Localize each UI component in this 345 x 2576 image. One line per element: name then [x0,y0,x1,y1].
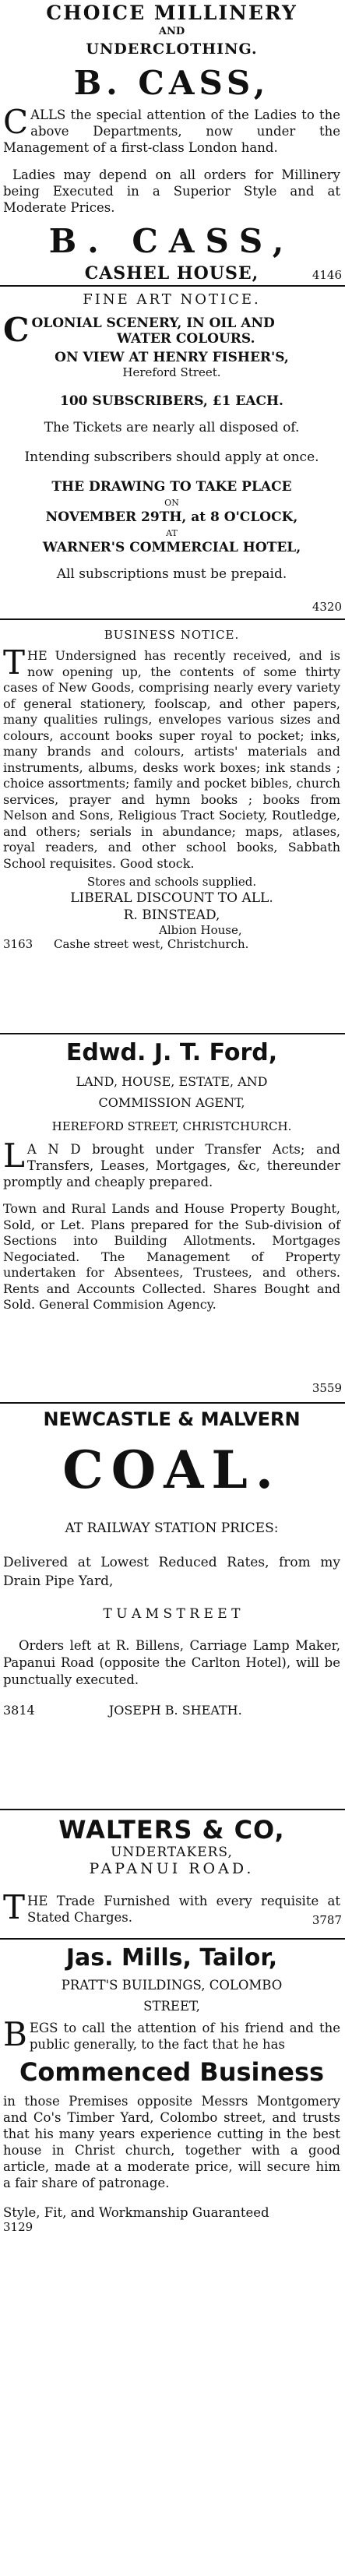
cass-ref: 4146 [312,268,342,282]
coal-street: T U A M S T R E E T [103,1606,241,1622]
cass-name: B. CASS, [73,64,270,102]
coal-para2: Orders left at R. Billens, Carriage Lamp Maker, Papanui Road (opposite the Carlton Hotel), will be punctually executed. [3,1638,340,1687]
mills-addr2: STREET, [143,1999,200,2014]
business-stores: Stores and schools supplied. [86,875,257,889]
walters-line1: UNDERTAKERS, [111,1845,233,1860]
ford-line1: LAND, HOUSE, ESTATE, AND [76,1074,268,1089]
divider [0,285,345,287]
business-ref: 3163 [3,937,33,951]
walters-para: THE Trade Furnished with every requisite at Stated Charges. [3,1888,340,1926]
mills-name: Jas. Mills, Tailor, [65,1944,278,1972]
divider [0,1938,345,1940]
mills-para1: BEGS to call the attention of his friend and the public generally, to the fact that he has [3,2015,340,2053]
cass-advert [3,2,340,284]
ford-advert [3,1039,340,1313]
fineart-subs: All subscriptions must be prepaid. [56,566,287,582]
mills-guarantee: Style, Fit, and Workmanship Guaranteed [3,2205,269,2220]
fineart-street: Hereford Street. [122,365,221,379]
mills-addr1: PRATT'S BUILDINGS, COLOMBO [61,1978,283,1993]
coal-name: JOSEPH B. SHEATH. [108,1703,242,1718]
business-title: BUSINESS NOTICE. [104,628,240,642]
divider [0,1809,345,1810]
business-para: THE Undersigned has recently received, and is now opening up, the contents of some thirty cases of New Goods, comprising nearly every variety of general stationery, foolscap, and other papers, many qualities rulings, envelopes various sizes and colours, account books super royal to pocket; inks, many brands and colours, artists' materials and instruments, albums, desks work boxes; ink stands ; choice assortments; family and pocket bibles, church services, prayer and hymn books ; books from Nelson and Sons, Religious Tract Society, Routledge, and others; serials in abundance; maps, atlases, royal readers, and other school books, Sabbath School requisites. Good stock. [3,643,340,871]
fineart-view: ON VIEW AT HENRY FISHER'S, [55,350,289,365]
coal-para1: Delivered at Lowest Reduced Rates, from my Drain Pipe Yard, [3,1555,340,1589]
cass-drop: C [3,103,29,141]
business-name: R. BINSTEAD, [123,907,220,923]
fineart-drawing: THE DRAWING TO TAKE PLACE [51,479,292,495]
fineart-intending: Intending subscribers should apply at once. [24,449,319,465]
fineart-scenery: C OLONIAL SCENERY, IN OIL AND WATER COLOURS. [3,311,275,349]
ford-ref: 3559 [312,1381,342,1395]
fineart-ref: 4320 [312,600,342,614]
cass-para1: CALLS the special attention of the Ladies to the above Departments, now under the Management of a first-class London hand. [3,103,340,155]
business-advert [3,628,340,951]
fineart-on: ON [164,498,179,508]
fineart-advert [3,291,340,582]
business-footer [3,937,340,951]
business-liberal: LIBERAL DISCOUNT TO ALL. [70,890,273,906]
ford-para1: L A N D brought under Transfer Acts; and Transfers, Leases, Mortgages, &c, thereunder promptly and cheaply prepared. [3,1136,340,1189]
walters-name: WALTERS & CO, [58,1815,285,1845]
coal-advert [3,1408,340,1718]
divider [0,1033,345,1034]
coal-ref: 3814 [3,1703,35,1718]
mills-commenced: Commenced Business [19,2057,325,2087]
divider [0,618,345,620]
coal-footer [3,1703,340,1718]
coal-word: COAL. [62,1440,281,1500]
ford-line2: COMMISSION AGENT, [98,1095,245,1110]
cass-name2: B. CASS, [48,222,295,260]
cass-title: CHOICE MILLINERY [46,2,297,24]
ford-name: Edwd. J. T. Ford, [65,1039,278,1066]
mills-advert [3,1944,340,2234]
fineart-tickets: The Tickets are nearly all disposed of. [44,420,300,435]
business-addr: Cashe street west, Christchurch. [53,937,249,951]
walters-line2: PAPANUI ROAD. [89,1860,255,1877]
fineart-date: NOVEMBER 29TH, at 8 O'CLOCK, [45,509,298,525]
fineart-title: FINE ART NOTICE. [83,291,261,308]
walters-ref: 3787 [312,1913,342,1927]
fineart-at: AT [166,528,178,538]
cass-house: CASHEL HOUSE, [84,263,259,284]
cass-para2: Ladies may depend on all orders for Millinery being Executed in a Superior Style and at Moderate Prices. [3,167,340,215]
ford-para2: Town and Rural Lands and House Property Bought, Sold, or Let. Plans prepared for the Sub-division of Sections into Building Allotments. Mortgages Negociated. The Management of Property undertaken for Absentees, Trustees, and others. Rents and Accounts Collected. Shares Bought and Sold. General Commision Agency. [3,1201,340,1312]
fineart-subscribers: 100 SUBSCRIBERS, £1 EACH. [60,393,283,409]
mills-ref: 3129 [3,2220,33,2234]
cass-title2: UNDERCLOTHING. [86,41,258,58]
ford-line3: HEREFORD STREET, CHRISTCHURCH. [51,1119,292,1133]
mills-para2: in those Premises opposite Messrs Montgomery and Co's Timber Yard, Colombo street, and trusts that his many years experience cutting in the best house in Christ church, together with a good article, made at a moderate price, will secure him a fair share of patronage. [3,2094,340,2190]
coal-prices: AT RAILWAY STATION PRICES: [65,1521,279,1536]
divider [0,1402,345,1404]
fineart-hotel: WARNER'S COMMERCIAL HOTEL, [42,540,301,555]
walters-advert [3,1815,340,1926]
business-albion: Albion House, [159,923,242,937]
cass-and: AND [158,26,185,37]
coal-title: NEWCASTLE & MALVERN [43,1408,301,1430]
